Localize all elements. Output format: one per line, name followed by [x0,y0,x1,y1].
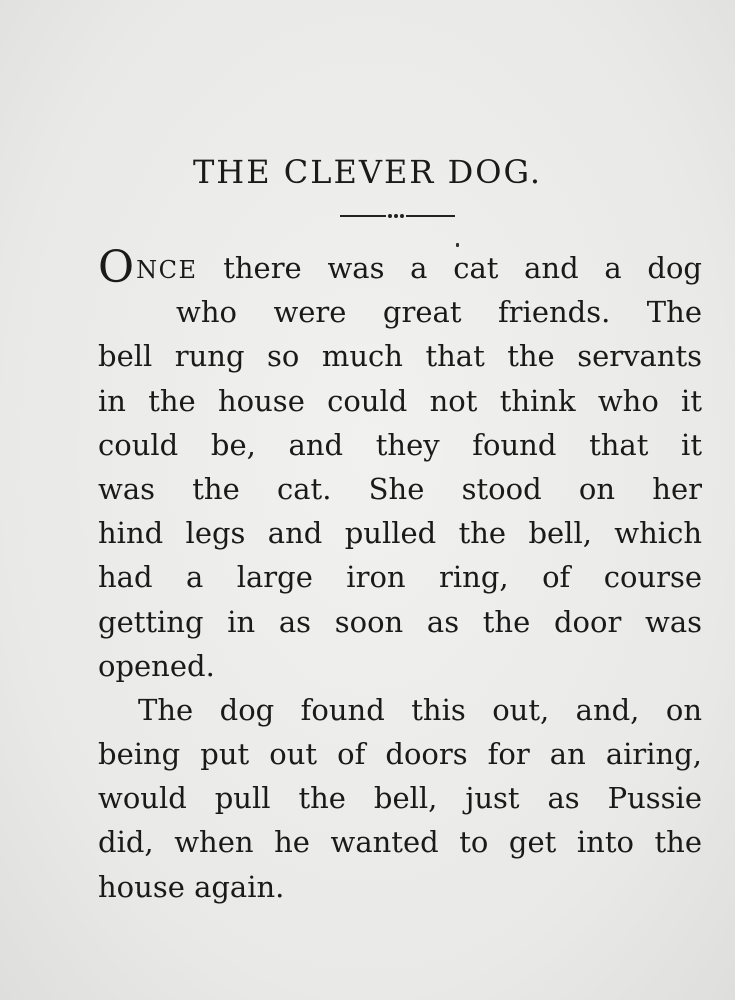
small-caps-word: NCE [136,256,198,284]
paragraph-line: getting in as soon as the door was [98,604,702,639]
paragraph-line: who were great friends. The [176,295,702,330]
paragraph-line: had a large iron ring, of course [98,560,702,595]
paragraph-line: opened. [98,648,215,683]
story-text [98,242,702,909]
drop-cap: O [98,242,135,293]
paragraph-line: hind legs and pulled the bell, which [98,516,702,551]
paragraph-line: in the house could not think who it [98,383,702,418]
ornament-rule-left [340,215,386,217]
page-title: THE CLEVER DOG. [192,153,543,191]
title-ornament [340,213,455,219]
paragraph-line: ONCE there was a cat and a dog [98,242,702,293]
ornament-dots [387,213,405,219]
paragraph-line: bell rung so much that the servants [98,339,702,374]
paragraph-line: could be, and they found that it [98,427,702,462]
paragraph-line: The dog found this out, and, on [138,692,702,727]
paragraph-line: being put out of doors for an airing, [98,737,702,772]
paragraph-1 [98,242,702,688]
ornament-rule-right [406,215,455,217]
paragraph-2 [98,688,702,909]
paragraph-line: was the cat. She stood on her [98,471,702,506]
paragraph-line: did, when he wanted to get into the [98,825,702,860]
paragraph-line: house again. [98,869,285,904]
paragraph-line: would pull the bell, just as Pussie [98,781,702,816]
